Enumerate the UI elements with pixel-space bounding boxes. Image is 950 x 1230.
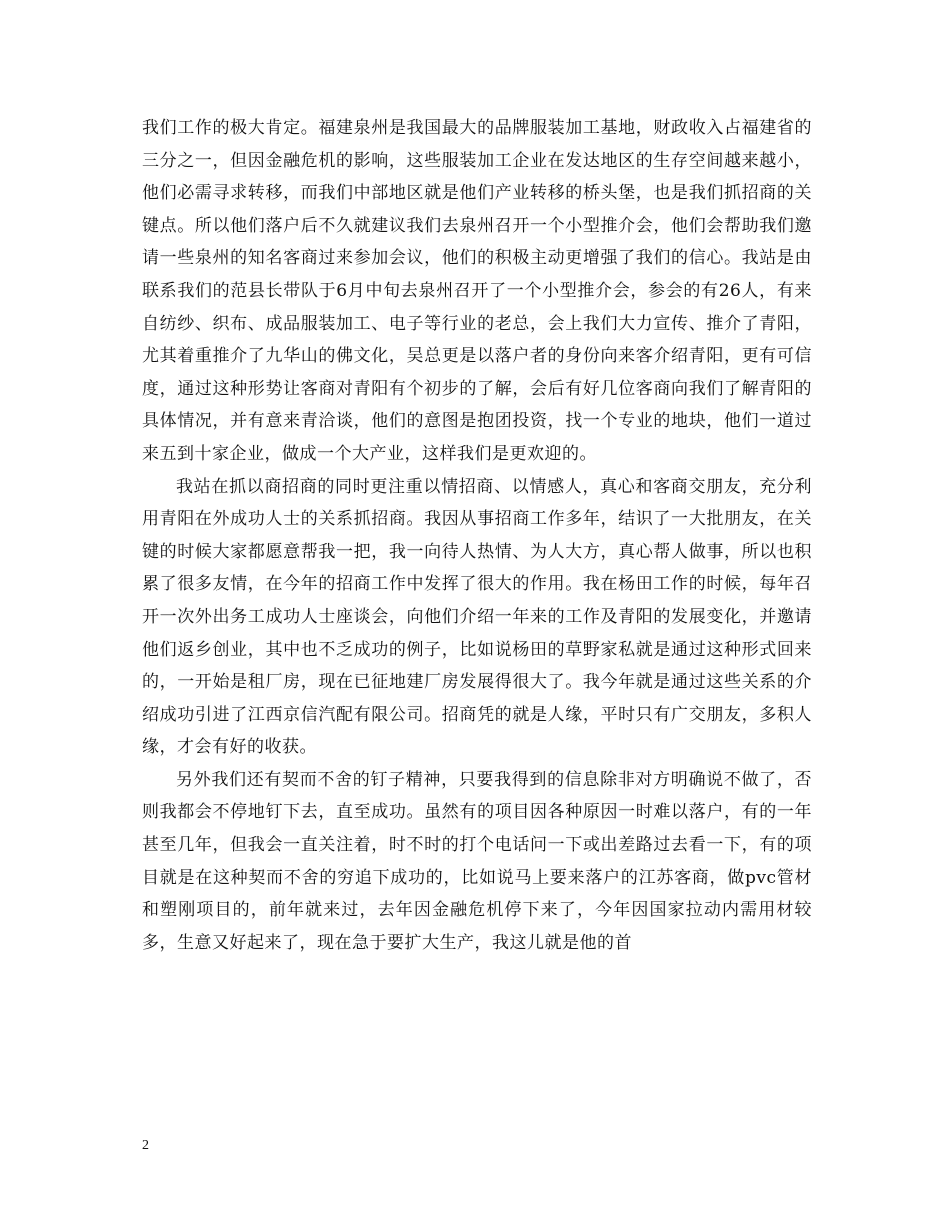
body-text (142, 112, 812, 959)
paragraph-3: 另外我们还有契而不舍的钉子精神，只要我得到的信息除非对方明确说不做了，否则我都会不停地钉下去，直至成功。虽然有的项目因各种原因一时难以落户，有的一年甚至几年，但我会一直关注着，时不时的打个电话问一下或出差路过去看一下，有的项目就是在这种契而不舍的穷追下成功的，比如说马上要来落户的江苏客商，做pvc管材和塑刚项目的，前年就来过，去年因金融危机停下来了，今年因国家拉动内需用材较多，生意又好起来了，现在急于要扩大生产，我这儿就是他的首 (142, 769, 812, 953)
page-number: 2 (142, 1138, 149, 1153)
paragraph-1: 我们工作的极大肯定。福建泉州是我国最大的品牌服装加工基地，财政收入占福建省的三分之一，但因金融危机的影响，这些服装加工企业在发达地区的生存空间越来越小，他们必需寻求转移，而我们中部地区就是他们产业转移的桥头堡，也是我们抓招商的关键点。所以他们落户后不久就建议我们去泉州召开一个小型推介会，他们会帮助我们邀请一些泉州的知名客商过来参加会议，他们的积极主动更增强了我们的信心。我站是由联系我们的范县长带队于6月中旬去泉州召开了一个小型推介会，参会的有26人，有来自纺纱、织布、成品服装加工、电子等行业的老总，会上我们大力宣传、推介了青阳，尤其着重推介了九华山的佛文化，吴总更是以落户者的身份向来客介绍青阳，更有可信度，通过这种形势让客商对青阳有个初步的了解，会后有好几位客商向我们了解青阳的具体情况，并有意来青洽谈，他们的意图是抱团投资，找一个专业的地块，他们一道过来五到十家企业，做成一个大产业，这样我们是更欢迎的。 (142, 118, 812, 464)
paragraph-2: 我站在抓以商招商的同时更注重以情招商、以情感人，真心和客商交朋友，充分利用青阳在外成功人士的关系抓招商。我因从事招商工作多年，结识了一大批朋友，在关键的时候大家都愿意帮我一把，我一向待人热情、为人大方，真心帮人做事，所以也积累了很多友情，在今年的招商工作中发挥了很大的作用。我在杨田工作的时候，每年召开一次外出务工成功人士座谈会，向他们介绍一年来的工作及青阳的发展变化，并邀请他们返乡创业，其中也不乏成功的例子，比如说杨田的草野家私就是通过这种形式回来的，一开始是租厂房，现在已征地建厂房发展得很大了。我今年就是通过这些关系的介绍成功引进了江西京信汽配有限公司。招商凭的就是人缘，平时只有广交朋友，多积人缘，才会有好的收获。 (142, 476, 812, 758)
